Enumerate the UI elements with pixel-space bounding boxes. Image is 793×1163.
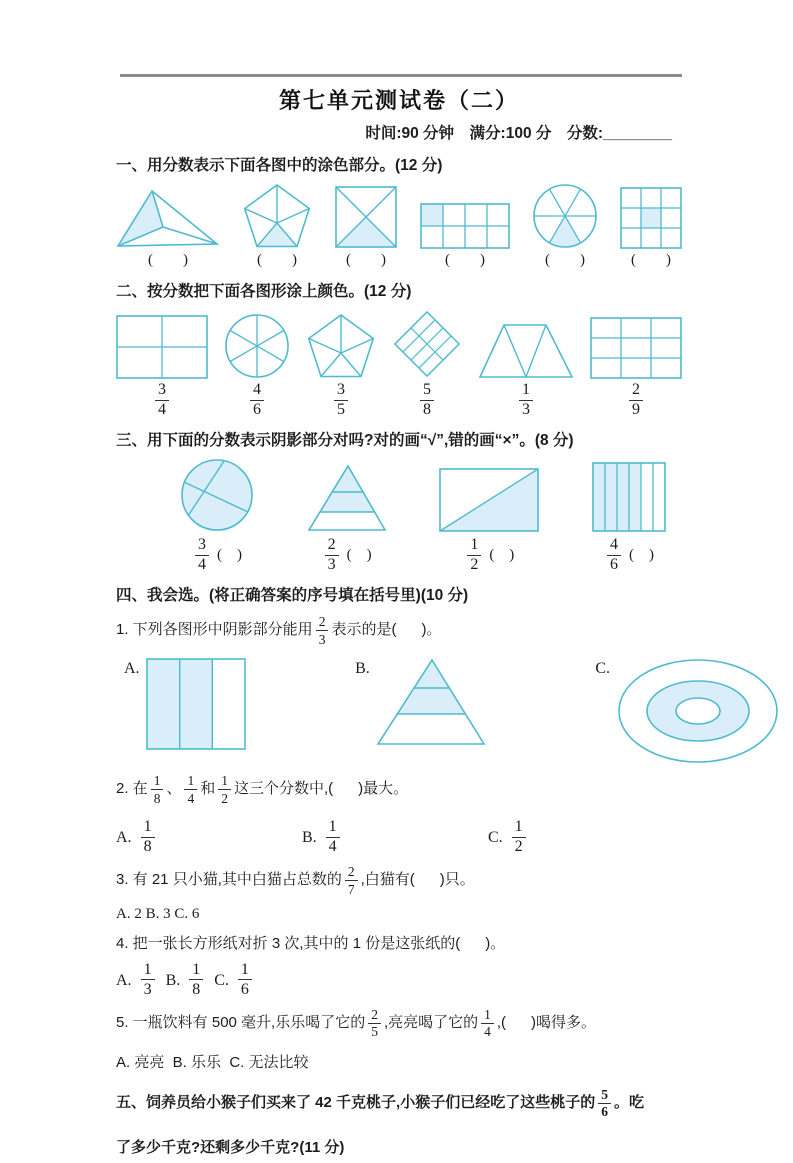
section2-item-3 [306, 313, 376, 418]
option-a-label: A. [124, 660, 140, 677]
section1-item-5 [532, 183, 598, 269]
q4-options [116, 962, 682, 998]
q3-text-1: 3. 有 21 只小猫,其中白猫占总数的 [116, 871, 342, 889]
section5-text-2: 。吃 [613, 1093, 644, 1111]
q2-text-4: 这三个分数中,( )最大。 [233, 780, 409, 798]
section1-item-4 [420, 203, 510, 269]
square-diagonal-4-parts-1-shaded-icon [334, 185, 398, 249]
answer-paren[interactable]: ( ) [545, 252, 585, 268]
circle-6-sectors-icon[interactable] [224, 313, 290, 379]
q1-text-2: 表示的是( )。 [331, 621, 442, 639]
q5-text-3: ,( )喝得多。 [496, 1013, 597, 1031]
triangle-3-strips-2-shaded-icon [307, 464, 387, 532]
q2-text-3: 和 [200, 780, 216, 798]
q5-fraction-1: $\frac{2}{5}$ [368, 1008, 381, 1039]
q2-text-2: 、 [166, 780, 182, 798]
exam-meta [116, 121, 672, 143]
rect-diagonal-half-shaded-icon [439, 468, 539, 532]
q1-text: 1. 下列各图形中阴影部分能用 [116, 621, 313, 639]
circle-6-sectors-1-shaded-icon [532, 183, 598, 249]
q1-option-a[interactable] [124, 658, 246, 750]
triangle-3-strips-2-shaded-icon [376, 658, 486, 746]
section2-item-1 [116, 315, 208, 418]
section2-item-6 [590, 317, 682, 418]
q1-option-shapes [124, 658, 780, 764]
rect-grid-4x2-1-shaded-icon [420, 203, 510, 249]
q1-option-b[interactable] [355, 658, 486, 746]
answer-paren[interactable]: ( ) [257, 252, 297, 268]
judge-label [322, 537, 372, 573]
claimed-fraction: $\frac{2}{3}$ [325, 537, 339, 573]
target-fraction: $\frac{2}{9}$ [629, 382, 643, 418]
option-c-fraction: $\frac{1}{2}$ [512, 819, 526, 855]
score-blank[interactable]: ________ [603, 125, 672, 142]
q5-text-1: 5. 一瓶饮料有 500 毫升,乐乐喝了它的 [116, 1013, 366, 1031]
diamond-grid-8-parts-icon[interactable] [392, 309, 462, 379]
judge-paren[interactable]: ( ) [489, 546, 515, 563]
question-4 [116, 933, 682, 956]
page-title: 第七单元测试卷（二） [278, 88, 519, 113]
top-rule [120, 74, 682, 77]
judge-paren[interactable]: ( ) [346, 546, 372, 563]
trapezoid-3-parts-icon[interactable] [478, 323, 574, 379]
circle-2-chords-mostly-shaded-icon [180, 458, 254, 532]
section5-line-1 [116, 1088, 682, 1119]
section2-heading: 二、按分数把下面各图形涂上颜色。(12 分) [116, 283, 412, 300]
option-c-fraction: $\frac{1}{6}$ [238, 962, 252, 998]
judge-label [192, 537, 242, 573]
section1-item-1 [116, 189, 220, 269]
question-1 [116, 615, 682, 646]
triangle-3-parts-1-shaded-icon [116, 189, 220, 249]
rect-3-strips-2-shaded-icon [146, 658, 246, 750]
section3-item-1 [180, 458, 254, 573]
question-5 [116, 1008, 682, 1039]
q1-fraction: $\frac{2}{3}$ [316, 615, 329, 646]
section2-item-4 [392, 309, 462, 418]
q5-text-2: ,亮亮喝了它的 [383, 1013, 479, 1031]
square-6-strips-4-shaded-icon [592, 462, 666, 532]
q3-fraction: $\frac{2}{7}$ [345, 865, 358, 896]
target-fraction: $\frac{5}{8}$ [420, 382, 434, 418]
answer-paren[interactable]: ( ) [631, 252, 671, 268]
q2-fraction-1: $\frac{1}{8}$ [151, 774, 164, 805]
q4-option-a[interactable] [116, 962, 158, 998]
q4-option-c[interactable] [214, 962, 255, 998]
q1-option-c[interactable] [595, 658, 780, 764]
option-c-label: C. [595, 660, 610, 677]
judge-paren[interactable]: ( ) [628, 546, 654, 563]
question-2 [116, 774, 682, 805]
option-a-fraction: $\frac{1}{8}$ [141, 819, 155, 855]
option-c-label: C. [214, 971, 229, 989]
section3-heading: 三、用下面的分数表示阴影部分对吗?对的画“√”,错的画“×”。(8 分) [116, 432, 574, 449]
q2-option-a[interactable] [116, 819, 302, 855]
rect-grid-3x3-icon[interactable] [590, 317, 682, 379]
section2-shape-row [116, 309, 682, 418]
option-b-label: B. [302, 829, 317, 846]
claimed-fraction: $\frac{1}{2}$ [467, 537, 481, 573]
q3-options[interactable]: A. 2 B. 3 C. 6 [116, 906, 200, 922]
target-fraction: $\frac{3}{4}$ [155, 382, 169, 418]
answer-paren[interactable]: ( ) [148, 252, 188, 268]
section3-item-4 [592, 462, 666, 573]
square-grid-3x3-center-shaded-icon [620, 187, 682, 249]
q2-option-c[interactable] [488, 819, 674, 855]
option-a-label: A. [116, 971, 132, 989]
section5-line-2 [116, 1137, 682, 1160]
option-a-fraction: $\frac{1}{3}$ [141, 962, 155, 998]
option-b-fraction: $\frac{1}{8}$ [189, 962, 203, 998]
section1-item-3 [334, 185, 398, 269]
exam-meta-text: 时间:90 分钟 满分:100 分 分数: [365, 125, 604, 142]
section4-heading: 四、我会选。(将正确答案的序号填在括号里)(10 分) [116, 587, 469, 604]
q2-fraction-2: $\frac{1}{4}$ [184, 774, 197, 805]
q2-options [116, 819, 682, 855]
q2-fraction-3: $\frac{1}{2}$ [218, 774, 231, 805]
section1-item-2 [242, 183, 312, 269]
section3-item-3 [439, 468, 539, 573]
target-fraction: $\frac{3}{5}$ [334, 382, 348, 418]
section2-item-5 [478, 323, 574, 418]
q2-text-1: 2. 在 [116, 780, 148, 798]
q4-option-b[interactable] [166, 962, 207, 998]
option-c-label: C. [488, 829, 503, 846]
section5-text-1: 五、饲养员给小猴子们买来了 42 千克桃子,小猴子们已经吃了这些桃子的 [116, 1093, 596, 1111]
section5-text-3: 了多少千克?还剩多少千克?(11 分) [116, 1138, 345, 1156]
claimed-fraction: $\frac{4}{6}$ [607, 537, 621, 573]
section1-item-6 [620, 187, 682, 269]
pentagon-5-parts-1-shaded-icon [242, 183, 312, 249]
target-fraction: $\frac{4}{6}$ [250, 382, 264, 418]
pentagon-5-parts-icon[interactable] [306, 313, 376, 379]
answer-paren[interactable]: ( ) [445, 252, 485, 268]
answer-paren[interactable]: ( ) [346, 252, 386, 268]
option-b-label: B. [165, 971, 181, 989]
q2-option-b[interactable] [302, 819, 488, 855]
q4-text: 4. 把一张长方形纸对折 3 次,其中的 1 份是这张纸的( )。 [116, 935, 506, 952]
judge-paren[interactable]: ( ) [217, 546, 242, 563]
section5-fraction: $\frac{5}{6}$ [598, 1088, 611, 1119]
section1-shape-row [116, 183, 682, 269]
claimed-fraction: $\frac{3}{4}$ [195, 537, 209, 573]
option-a-label: A. [116, 829, 132, 846]
section3-shape-row [180, 458, 666, 573]
judge-label [604, 537, 654, 573]
question-3 [116, 865, 682, 896]
option-b-fraction: $\frac{1}{4}$ [326, 819, 340, 855]
concentric-ellipses-ring-shaded-icon [616, 658, 780, 764]
content-area [116, 84, 682, 1163]
option-b-label: B. [355, 660, 370, 677]
q5-fraction-2: $\frac{1}{4}$ [481, 1008, 494, 1039]
section3-item-2 [307, 464, 387, 573]
judge-label [464, 537, 514, 573]
section2-item-2 [224, 313, 290, 418]
q5-options[interactable]: A. 亮亮 B. 乐乐 C. 无法比较 [116, 1053, 309, 1071]
target-fraction: $\frac{1}{3}$ [519, 382, 533, 418]
section1-heading: 一、用分数表示下面各图中的涂色部分。(12 分) [116, 157, 443, 174]
q3-text-2: ,白猫有( )只。 [360, 871, 475, 889]
rect-grid-2x2-icon[interactable] [116, 315, 208, 379]
